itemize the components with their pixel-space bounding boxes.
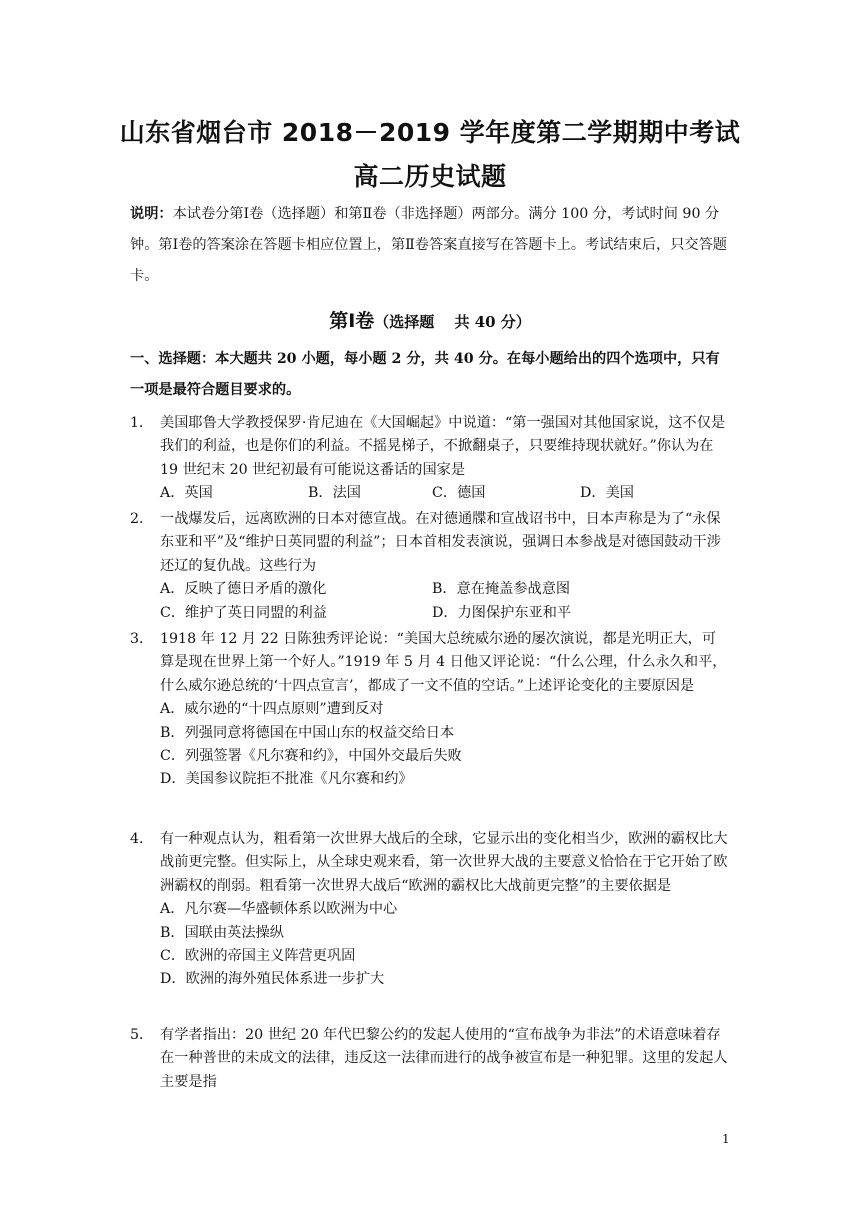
exam-note	[130, 199, 730, 292]
option-a: A．反映了德日矛盾的激化	[160, 581, 327, 598]
option-b: B．国联由英法操纵	[160, 924, 284, 941]
option-b: B．法国	[308, 485, 361, 502]
note-text: 本试卷分第Ⅰ卷（选择题）和第Ⅱ卷（非选择题）两部分。满分 100 分，考试时间 90 分钟。第Ⅰ卷的答案涂在答题卡相应位置上，第Ⅱ卷答案直接写在答题卡上。考试结束后，只交答题卡。	[130, 206, 727, 284]
question-stem: 美国耶鲁大学教授保罗·肯尼迪在《大国崛起》中说道：“第一强国对其他国家说，这不仅是我们的利益，也是你们的利益。不摇晃梯子，不掀翻桌子，只要维持现状就好。”你认为在 19 世纪末 20 世纪初最有可能说这番话的国家是	[160, 415, 726, 478]
question-4	[130, 828, 730, 992]
question-stem: 有一种观点认为，粗看第一次世界大战后的全球，它显示出的变化相当少，欧洲的霸权比大战前更完整。但实际上，从全球史观来看，第一次世界大战的主要意义恰恰在于它开始了欧洲霸权的削弱。粗看第一次世界大战后“欧洲的霸权比大战前更完整”的主要依据是	[160, 831, 728, 894]
exam-title: 山东省烟台市 2018－2019 学年度第二学期期中考试	[119, 118, 741, 147]
question-stem: 一战爆发后，远离欧洲的日本对德宣战。在对德通牒和宣战诏书中，日本声称是为了“永保东亚和平”及“维护日英同盟的利益”；日本首相发表演说，强调日本参战是对德国鼓动干涉还辽的复仇战。这些行为	[160, 511, 721, 574]
question-number: 1．	[130, 415, 154, 431]
section-title: 第Ⅰ卷	[329, 310, 375, 332]
option-a: A．凡尔赛—华盛顿体系以欧洲为中心	[160, 901, 398, 918]
option-d: D．欧洲的海外殖民体系进一步扩大	[160, 971, 385, 988]
option-b: B．意在掩盖参战意图	[432, 581, 571, 598]
question-stem: 1918 年 12 月 22 日陈独秀评论说：“美国大总统威尔逊的屡次演说，都是光明正大，可算是现在世界上第一个好人。”1919 年 5 月 4 日他又评论说：“什么公理，什么永久和平，什么威尔逊总统的‘十四点宣言’，都成了一文不值的空话。”上述评论变化的主要原因是	[160, 631, 727, 694]
question-3	[130, 628, 730, 792]
option-c: C．德国	[432, 485, 486, 502]
question-number: 2．	[130, 511, 154, 527]
option-c: C．欧洲的帝国主义阵营更巩固	[160, 948, 356, 965]
section-heading	[0, 306, 860, 333]
option-c: C．维护了英日同盟的利益	[160, 604, 327, 621]
option-d: D．力图保护东亚和平	[432, 604, 572, 621]
question-2	[130, 508, 730, 625]
question-5	[130, 1024, 730, 1094]
option-d: D．美国	[580, 485, 634, 502]
question-1	[130, 412, 730, 506]
option-list	[130, 578, 730, 625]
option-list	[130, 482, 730, 505]
question-number: 4．	[130, 831, 154, 847]
question-stem: 有学者指出：20 世纪 20 年代巴黎公约的发起人使用的“宣布战争为非法”的术语意味着存在一种普世的未成文的法律，违反这一法律而进行的战争被宣布是一种犯罪。这里的发起人主要是指	[160, 1027, 728, 1090]
note-label: 说明：	[130, 206, 173, 222]
page-number: 1	[722, 1132, 730, 1146]
section-subtitle: （选择题 共 40 分）	[374, 313, 531, 331]
question-number: 3．	[130, 631, 154, 647]
option-a: A．英国	[160, 485, 213, 502]
option-d: D．美国参议院拒不批准《凡尔赛和约》	[160, 771, 413, 788]
section-instructions: 一、选择题：本大题共 20 小题，每小题 2 分，共 40 分。在每小题给出的四个选项中，只有一项是最符合题目要求的。	[130, 351, 720, 398]
option-c: C．列强签署《凡尔赛和约》，中国外交最后失败	[160, 748, 462, 765]
exam-subtitle: 高二历史试题	[353, 162, 507, 191]
question-number: 5．	[130, 1027, 154, 1043]
option-b: B．列强同意将德国在中国山东的权益交给日本	[160, 724, 455, 741]
option-a: A．威尔逊的“十四点原则”遭到反对	[160, 701, 384, 718]
